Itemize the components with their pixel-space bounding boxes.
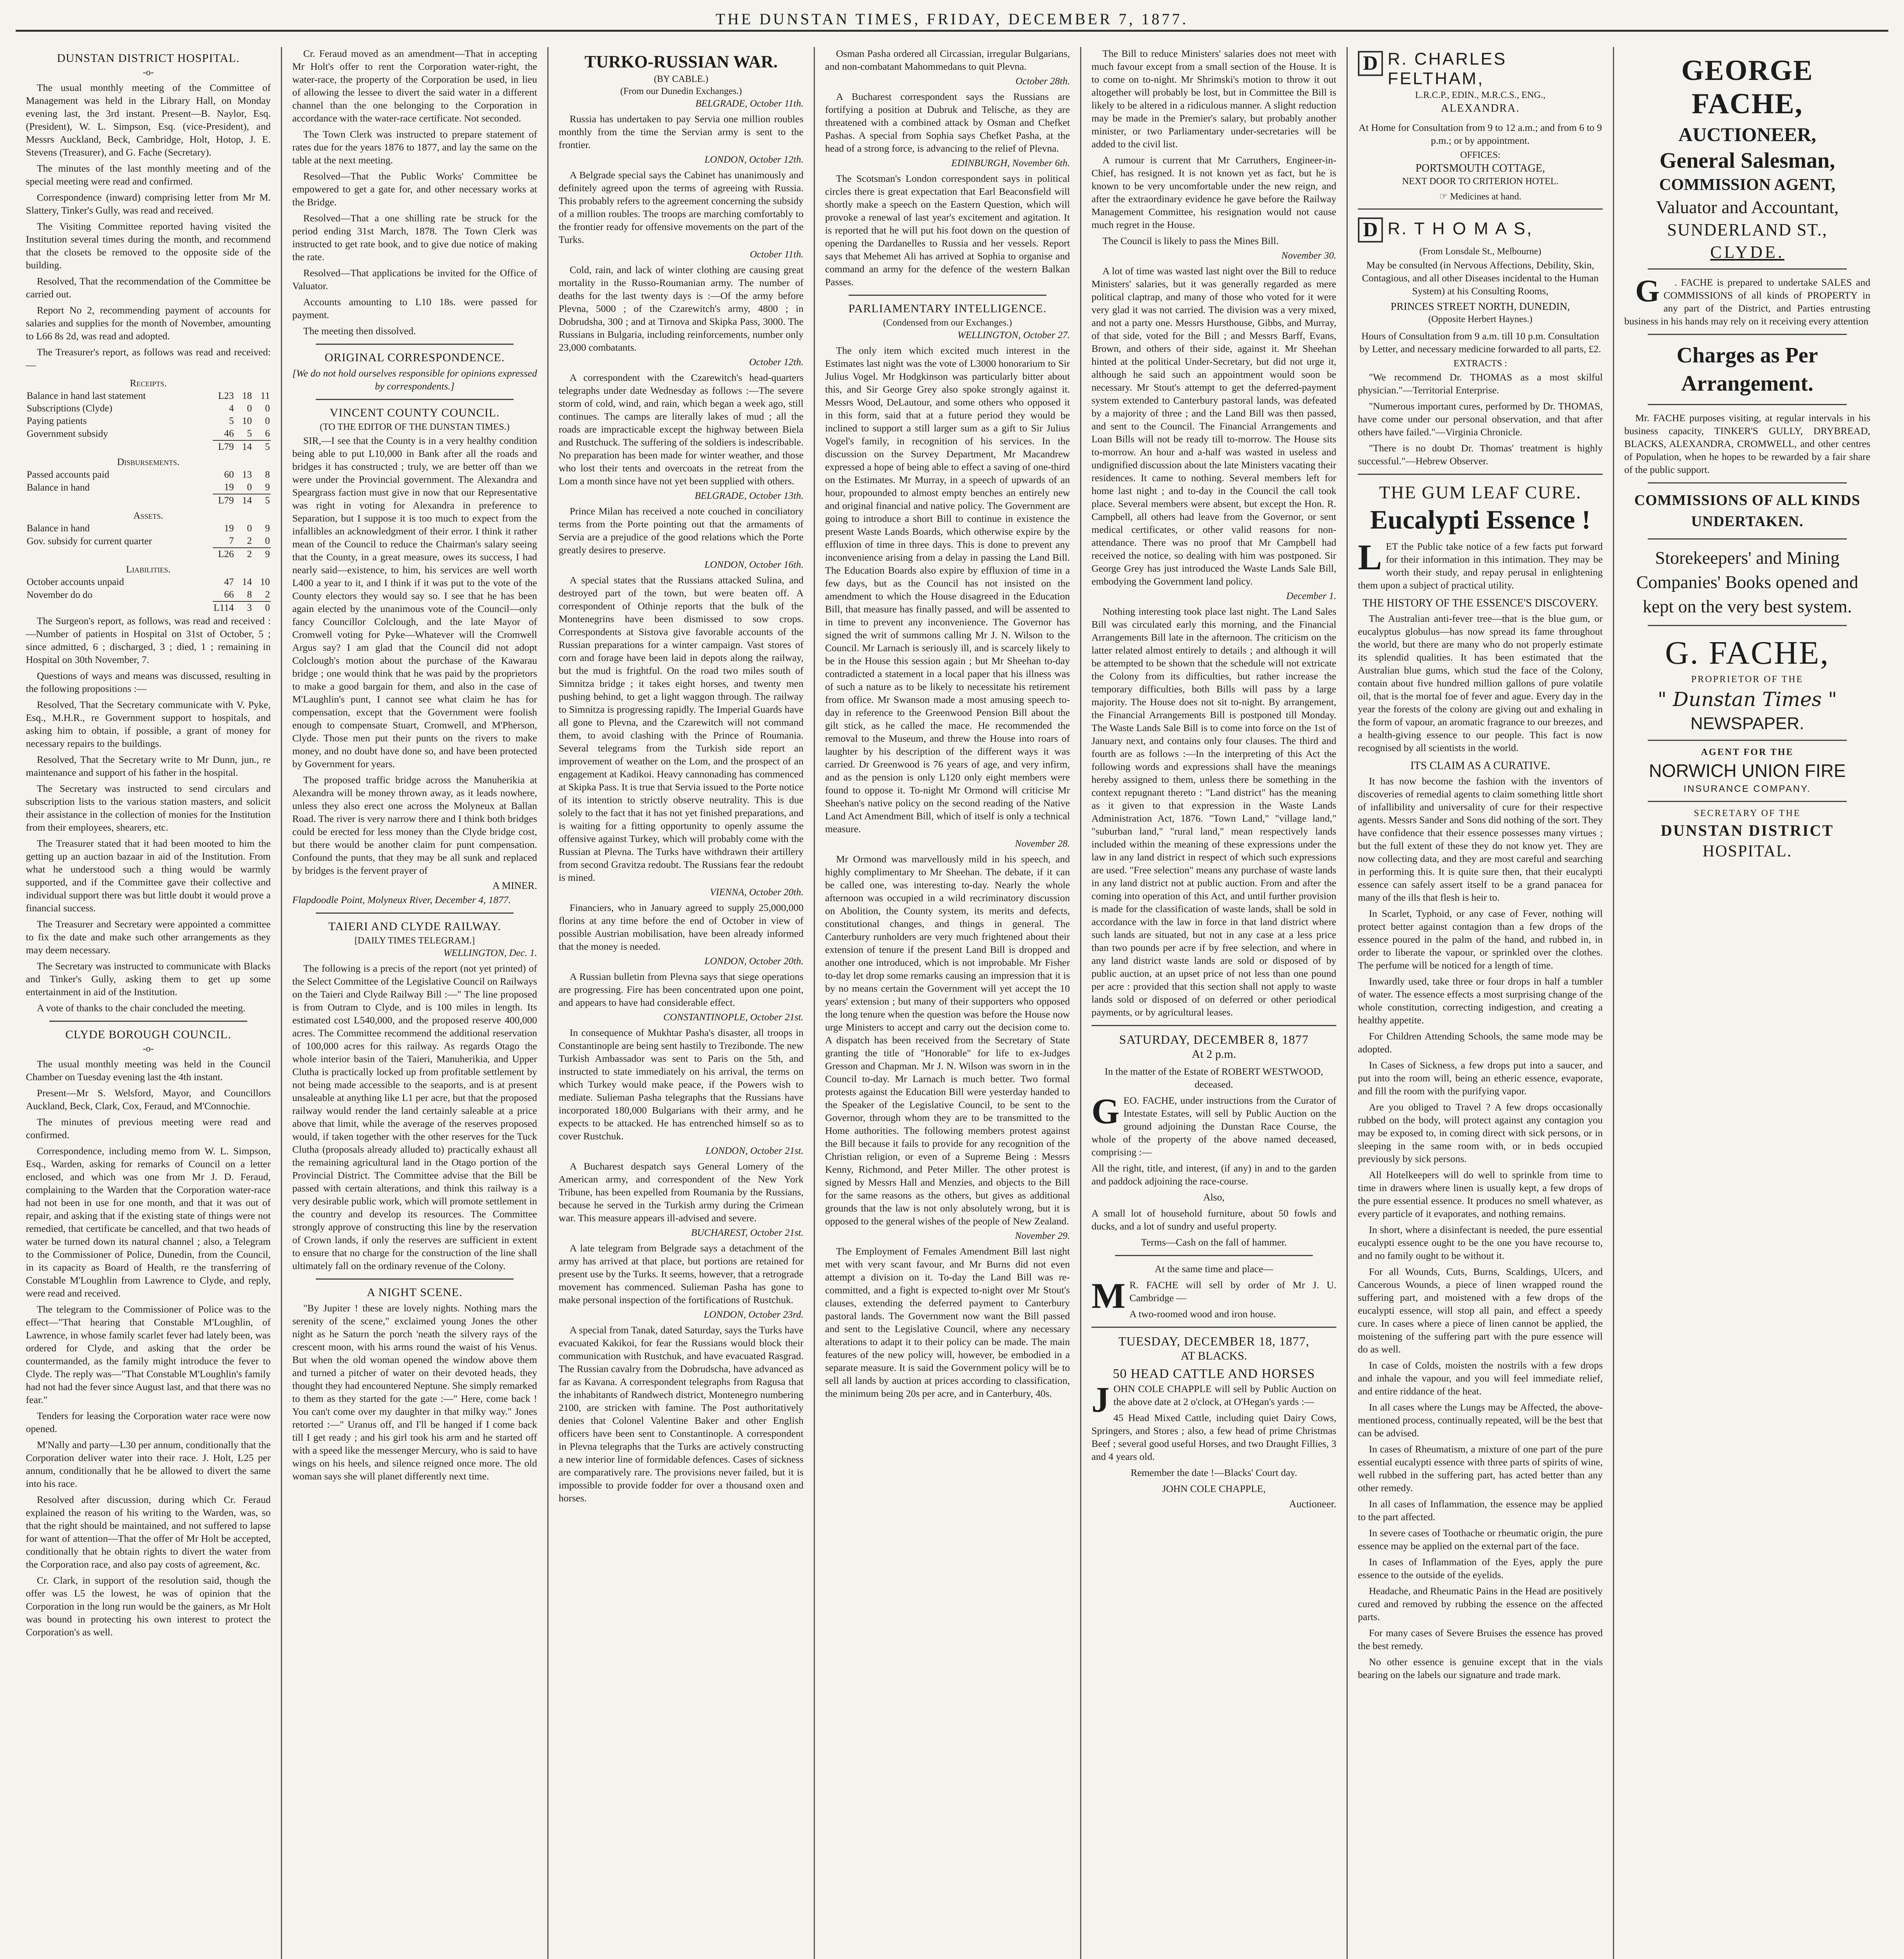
ledger-row: Gov. subsidy for current quarter 7 2 0 [27, 536, 270, 547]
fache-general: General Salesman, [1660, 148, 1835, 173]
fache-commissions: COMMISSIONS OF ALL KINDS UNDERTAKEN. [1634, 492, 1861, 530]
assets-caption: Assets. [133, 511, 163, 521]
dateline: LONDON, October 21st. [705, 1146, 804, 1156]
advert-dr-thomas [1358, 216, 1603, 467]
sale-estate: In the matter of the Estate of ROBERT WESTWOOD, deceased. [1104, 1066, 1323, 1090]
paragraph: The usual monthly meeting of the Committee of Management was held in the Library Hall, on Monday evening last, the 3rd instant. Present—B. Naylor, Esq. (President), W. L. Simpson, Esq. (vice-President), and Messrs Auckland, Beck, Cambridge, Holt, Hotop, J. E. Stevens (Treasurer), and G. Fache (Secretary). [26, 82, 271, 158]
gum-uses [1358, 907, 1603, 1681]
fache-newspaper: NEWSPAPER. [1690, 714, 1804, 733]
paragraph: No other essence is genuine except that in the vials bearing on the labels our signature and trade mark. [1358, 1656, 1603, 1680]
paragraph: Cr. Feraud moved as an amendment—That in accepting Mr Holt's offer to rent the Corporation water-right, the water-race, the property of the Corporation be used, in lieu of allowing the lessee to divert the said water in a different channel than the one belonging to the Corporation in accordance with the water-race certificate. Not seconded. [292, 48, 537, 124]
dateline: BELGRADE, October 13th. [695, 491, 804, 501]
dr-thomas-hours: Hours of Consultation from 9 a.m. till 10 p.m. Consultation by Letter, and necessary medicine forwarded to all parts, £2. [1359, 330, 1601, 355]
paragraph: The telegram to the Commissioner of Police was to the effect—"That hearing that Constable M'Loughlin, of Lawrence, in whose family scarlet fever had lately been, was ordered for Clyde, and asking that the order be countermanded, as the family might introduce the fever to Clyde. The reply was—"That Constable M'Loughlin's family had not had the fever since August last, and that there was no fear." [26, 1304, 271, 1405]
paragraph: The minutes of previous meeting were read and confirmed. [26, 1116, 271, 1141]
paragraph: The Council is likely to pass the Mines Bill. [1102, 235, 1279, 246]
paragraph: The minutes of the last monthly meeting and of the special meeting were read and confirmed. [26, 163, 271, 187]
paragraph: A lot of time was wasted last night over the Bill to reduce Ministers' salaries, but it was generally regarded as mere political claptrap, and many of those who voted for it were very glad it was not carried. The division was a very mixed, and not a party one. Messrs Hursthouse, Gibbs, and Murray, of that side, voted for the Bill ; and Messrs Barff, Evans, Brown, and others of their side, against it. Mr Sheehan hinted at the political Under-Secretary, but did not urge it, although he said such an appointment would soon be necessary. Mr Stout's attempt to get the deferred-payment system extended to Canterbury pastoral lands, was defeated by a majority of three ; and the Land Bill was then passed, and sent to the Council. The Financial Arrangements and Loan Bills will not be ready till to-morrow. The House sits to-morrow. An hour and a-half was wasted in useless and undignified discussion about the late Ministers vacating their residences. It came to nothing. Several members left for home last night ; and to-day in the Council the call took place. Several members were absent, but except the Hon. R. Campbell, all others had leave from the Governor, or sent medical certificates, or other valid reasons for non-attendance. There was no proof that Mr Campbell had received the notice, so dealing with him was postponed. Sir George Grey has just introduced the Waste Lands Sale Bill, embodying the Government land policy. [1091, 265, 1336, 587]
paragraph: Present—Mr S. Welsford, Mayor, and Councillors Auckland, Beck, Clark, Cox, Feraud, and M'Connochie. [26, 1087, 271, 1112]
borough-report-continued [292, 47, 537, 337]
paragraph: Resolved—That applications be invited for the Office of Valuator. [292, 267, 537, 291]
divider [1648, 625, 1847, 626]
fache-proprietor: PROPRIETOR OF THE [1691, 674, 1804, 684]
paragraph: SIR,—I see that the County is in a very healthy condition being able to put L10,000 in Bank after all the roads and bridges it has constructed ; truly, we are better off than we were under the Provincial government. The Alexandra and Speargrass faction must give in now that our Representative was right in voting for Alexandra in preference to Separation, but I suppose it is too much to expect from the infallibles an acknowledgment of their error. I think it rather mean of the Council to reduce the Chairman's salary seeing that the County, in a great measure, owes its success, I had nearly said—existence, to him, his services are well worth L400 a year to it, and I think if it was put to the vote of the County electors they would say so. I see that he has been again elected by the unanimous vote of the Council—only fancy Councillor Colclough, and the late Mayor of Cromwell voting for Pyke—Whatever will the Cromwell Argus say? I am glad that the Council did not adopt Colclough's motion about the purchase of the Kawarau bridge ; one would think that he was paid by the proprietors to make a good bargain for them, and also in the case of M'Laughlin's punt, I cannot see what claim he has for compensation, except that the Government were foolish enough to compensate Stuart, Cromwell, and M'Pherson, Clyde. Those men put their punts on the rivers to make money, and no doubt have done so, and have been protected by Government for years. [292, 435, 537, 769]
paragraph: Resolved—That the Public Works' Committee be empowered to get a gate for, and other necessary works at the Bridge. [292, 170, 537, 208]
fache-valuator: Valuator and Accountant, [1656, 197, 1839, 217]
fache-norwich: NORWICH UNION FIRE [1649, 760, 1846, 781]
paragraph: Inwardly used, take three or four drops in half a tumbler of water. The essence effects a most surprising change of the whole constitution, correcting indigestion, and creating a healthy appetite. [1358, 976, 1603, 1026]
fache-visit: Mr. FACHE purposes visiting, at regular intervals in his business capacity, TINKER'S GULLY, DRYBREAD, BLACKS, ALEXANDRA, CROMWELL, and other centres of Population, when he hopes to be rewarded by a fair share of the public support. [1624, 412, 1870, 475]
sale-time: At 2 p.m. [1191, 1048, 1236, 1061]
county-location: Flapdoodle Point, Molyneux River, December 4, 1877. [292, 894, 511, 905]
liab-total: L114 3 0 [26, 601, 271, 614]
sale2-headline: 50 HEAD CATTLE AND HORSES [1113, 1367, 1315, 1381]
divider [1091, 1025, 1336, 1026]
fache-charges: Charges as Per Arrangement. [1676, 343, 1818, 396]
paragraph: A Bucharest despatch says General Lomery of the American army, and correspondent of the New York Tribune, has been expelled from Roumania by the Russians, because he served in the Turkish army during the Crimean war. This measure appears ill-advised and severe. [559, 1161, 804, 1224]
paragraph: In severe cases of Toothache or rheumatic origin, the pure essence may be applied on the external part of the face. [1358, 1527, 1603, 1552]
ledger-row: Paying patients 5 10 0 [27, 416, 270, 426]
paragraph: The Employment of Females Amendment Bill last night met with very scant favour, and Mr Burns did not even attempt a division on it. To-day the Land Bill was re-committed, and a fight is expected to-night over Mr Stout's clauses, extending the deferred payment to Canterbury pastoral lands. The Government now want the Bill passed and sent to the Legislative Council, where any necessary alterations to adapt it to their policy can be made. The main features of the new policy will, however, be embodied in a separate measure. It is said the Government policy will be to sell all lands by auction at prices according to classification, the minimum being 20s per acre, and in Canterbury, 40s. [825, 1246, 1070, 1399]
dr-feltham-medicines: ☞ Medicines at hand. [1439, 192, 1522, 202]
paragraph: Report No 2, recommending payment of accounts for salaries and supplies for the month of November, amounting to L66 8s 2d, was read and adopted. [26, 304, 271, 342]
paragraph: Prince Milan has received a note couched in conciliatory terms from the Porte pointing out that the armaments of Servia are a prejudice of the good relations which the Porte greatly desires to preserve. [559, 505, 804, 556]
dr-feltham-quals: L.R.C.P., EDIN., M.R.C.S., ENG., [1415, 90, 1546, 100]
divider [1648, 538, 1847, 540]
fache-name: GEORGE FACHE, [1681, 54, 1814, 120]
paragraph: Resolved, That the Secretary write to Mr Dunn, jun., re maintenance and support of his father in the hospital. [26, 754, 271, 778]
war-dispatches-continued [825, 47, 1070, 73]
county-title: VINCENT COUNTY COUNCIL. [329, 406, 500, 419]
sale2-remember: Remember the date !—Blacks' Court day. [1131, 1467, 1297, 1478]
fache-commission: COMMISSION AGENT, [1659, 176, 1835, 194]
parliament-items-2 [1091, 250, 1336, 1019]
divider [49, 1021, 247, 1022]
sale2-signature-title: Auctioneer. [1289, 1498, 1336, 1510]
column-7 [1614, 47, 1880, 1959]
column-2 [282, 47, 548, 1959]
dr-thomas-extracts-caption: EXTRACTS : [1453, 358, 1507, 369]
paragraph: A special states that the Russians attacked Sulina, and destroyed part of the town, but were beaten off. A correspondent of Othinje reports that the bulk of the Montenegrins have been dismissed to sow crops. Correspondents at Sistova give favorable accounts of the Russian preparations for a winter campaign. Vast stores of corn and forage have been laid in depots along the railway, but the mud is frightful. On the road two miles south of Simnitza bridge ; it takes eight horses, and twenty men pushing behind, to get a light waggon through. The railway to Simnitza is progressing rapidly. The Imperial Guards have all gone to Plevna, and the Czarewitch will not command them, to avoid clashing with the Prince of Roumania. Several telegrams from the Turkish side report an improvement of weather on the Lom, and the prospect of an engagement at Kadikoi. Heavy cannonading has commenced at Skipka Pass. It is true that Servia issued to the Porte notice of its intention to strictly observe neutrality. This is due solely to the fact that it has not yet finished preparations, and is waiting for a fitting opportunity to openly assume the offensive against Turkey, which will probably come with the Russian at Plevna. The Turks have withdrawn their artillery from second Gravitza redoubt. The Russians fear the redoubt is mined. [559, 574, 804, 883]
county-signature: A MINER. [492, 880, 537, 891]
sale2-date: TUESDAY, DECEMBER 18, 1877, [1118, 1334, 1310, 1348]
paragraph: Resolved, That the Secretary communicate with V. Pyke, Esq., M.H.R., re Government support to hospitals, and asking him to obtain, if possible, a grant of money for necessary repairs to the buildings. [26, 699, 271, 749]
treasurer-report [26, 375, 271, 614]
dr-feltham-town: ALEXANDRA. [1441, 102, 1520, 114]
divider [1648, 404, 1847, 405]
dropcap: G [1091, 1091, 1120, 1131]
divider [1091, 1327, 1336, 1328]
dateline: LONDON, October 16th. [704, 559, 804, 570]
paragraph: The usual monthly meeting was held in the Council Chamber on Tuesday evening last the 4th instant. [26, 1058, 271, 1083]
ledger-row: Government subsidy 46 5 6 [27, 428, 270, 439]
paragraph: In Cases of Sickness, a few drops put into a saucer, and put into the room will, being an etheric essence, evaporate, and fill the room with the purifying vapor. [1358, 1059, 1603, 1097]
sale-advert-westwood [1091, 1032, 1336, 1320]
dateline: October 28th. [1015, 76, 1070, 87]
paragraph: Are you obliged to Travel ? A few drops occasionally rubbed on the body, will protect against any contagion you may be exposed to, in coming direct with sick persons, or in sleeping in the same room with, or in beds occupied previously by sick persons. [1358, 1101, 1603, 1164]
county-letter [292, 434, 537, 877]
paragraph: The Town Clerk was instructed to prepare statement of rates due for the years 1876 to 1877, and lay the same on the table at the next meeting. [292, 129, 537, 166]
dateline: October 12th. [749, 357, 804, 368]
paragraph: In case of Colds, moisten the nostrils with a few drops and inhale the vapour, and you will feel immediate relief, and entire riddance of the heat. [1358, 1360, 1603, 1397]
railway-dateline: WELLINGTON, Dec. 1. [443, 948, 537, 958]
paragraph: "Numerous important cures, performed by Dr. THOMAS, have come under our personal observation, and that after others have failed."—Virginia Chronicle. [1358, 400, 1603, 438]
paragraph: "We recommend Dr. THOMAS as a most skilful physician."—Territorial Enterprise. [1358, 371, 1603, 396]
divider [316, 1278, 514, 1280]
sale2-body: JOHN COLE CHAPPLE will sell by Public Auction on the above date at 2 o'clock, at O'Hegan's yards :— [1091, 1380, 1336, 1419]
sale-advert-blacks [1091, 1334, 1336, 1510]
parliament-subtitle: (Condensed from our Exchanges.) [883, 318, 1012, 328]
paragraph: The Treasurer's report, as follows was read and received:— [26, 346, 271, 371]
fache-hospital: HOSPITAL. [1702, 842, 1792, 860]
paragraph: Nothing interesting took place last night. The Land Sales Bill was circulated early this morning, and the Financial Arrangements Bill late in the afternoon. The criticism on the latter related almost entirely to details ; and although it will be attempted to be shown that the schedule will not extricate the Colony from its difficulties, but rather increase the temporary difficulties, both Bills will pass by a large majority. The House does not sit to-night. By arrangement, the Financial Arrangements Bill is postponed till Monday. The Waste Lands Sale Bill is to come into force on the 1st of January next, and contains only four clauses. The third and fourth are as follows :—In the interpreting of this Act the following words and expressions shall have the meanings hereby assigned to them, unless there be something in the context repugnant thereto : "Land district" has the meaning as it given to that expression in the Waste Lands Administration Act, 1876. "Town Land," "village land," "suburban land," "rural land," mean respectively lands included within the meaning of these expressions under the law in any land district in respect of which such expressions are used. "Free selection" means any purchase of waste lands in any land district not at public auction. From and after the coming into operation of this Act, and until further provision is made for the classification of waste lands, shall be sold in accordance with the law in force in that land district where such lands are situated, but not in any case at a less price than two pounds per acre if by free selection, and where in any land district waste lands are sold or disposed of by public auction, at an upset price of not less than one pound per acre : provided that this section shall not apply to waste lands sold or disposed of on deferred or other periodical payments, or by agricultural leases. [1091, 606, 1336, 1018]
paragraph: A rumour is current that Mr Carruthers, Engineer-in-Chief, has resigned. It is not known yet as fact, but he is known to be very uncomfortable under the new reign, and after the extraordinary evidence he gave before the Railway Management Committee, his resignation would not cause much regret in the House. [1091, 154, 1336, 230]
sale-also: Also, [1203, 1191, 1225, 1203]
paragraph: "By Jupiter ! these are lovely nights. Nothing mars the serenity of the scene," exclaimed young Jones the other night as he Saturn the porch 'neath the silvery rays of the crescent moon, with his arms round the waist of his Venus. But when the old woman opened the window above them and turned a pitcher of water on their devoted heads, they thought they had encountered Neptune. She simply remarked to them as they started for the gate :—" Here, come back ! You can't come over my daughter in that milky way." Jones retorted :—" Uranus off, and I'll be hanged if I come back till I get ready ; and his girl took his arm and he started off with a speed like the messenger Mercury, who is said to have wings on his heels, and silence reigned once more. The old woman says she will planet differently next time. [292, 1302, 537, 1482]
ledger-row: Balance in hand last statement L23 18 11 [27, 391, 270, 401]
ledger-row: Balance in hand 19 0 9 [27, 523, 270, 534]
gum-headline: Eucalypti Essence ! [1370, 505, 1591, 534]
column-6 [1348, 47, 1614, 1959]
dateline: December 1. [1286, 591, 1336, 601]
assets-total: L26 2 9 [26, 548, 271, 561]
pointing-hand-icon: ☞ [1439, 192, 1450, 202]
dr-thomas-name: R. T H O M A S, [1388, 219, 1533, 238]
divider [1648, 801, 1847, 802]
hospital-report-continued [26, 614, 271, 1014]
railway-subtitle: [DAILY TIMES TELEGRAM.] [354, 936, 475, 946]
fache-town: CLYDE. [1710, 243, 1785, 262]
divider [1358, 208, 1603, 210]
divider [316, 913, 514, 914]
column-5 [1081, 47, 1348, 1959]
dr-thomas-extracts [1358, 371, 1603, 467]
paragraph: Cold, rain, and lack of winter clothing are causing great mortality in the Russo-Roumanian army. The number of deaths for the last twenty days is :—Of the army before Plevna, 5000 ; of the Czarewitch's army, 4800 ; in Dobrudsha, 300 ; and at Tirnova and Skipka Pass, 3000. The Russians in Bulgaria, including reinforcements, number only 23,000 combatants. [559, 264, 804, 353]
dropcap: G [1635, 274, 1660, 308]
parliament-items [825, 330, 1070, 1400]
sale2-lot: 45 Head Mixed Cattle, including quiet Dairy Cows, Springers, and Stores ; also, a few head of prime Christmas Beef ; several good useful Horses, and two Draught Fillies, 3 and 4 years old. [1091, 1412, 1336, 1462]
divider [1648, 268, 1847, 270]
dr-thomas-address-2: (Opposite Herbert Haynes.) [1428, 314, 1533, 324]
dateline: LONDON, October 23rd. [704, 1309, 804, 1320]
divider [1648, 740, 1847, 741]
paragraph: Resolved, That the recommendation of the Committee be carried out. [26, 275, 271, 300]
paragraph: "There is no doubt Dr. Thomas' treatment is highly successful."—Hebrew Observer. [1358, 442, 1603, 467]
paragraph: In consequence of Mukhtar Pasha's disaster, all troops in Constantinople are being sent hastily to Trezibonde. The new Turkish Ambassador was sent to Paris on the 5th, and instructed to state immediately on his arrival, the terms on which Turkey would make peace, if the Powers wish to mediate. Sulieman Pasha telegraphs that the Russians have incorporated 180,000 Bulgarians with their army, and he expects to be attacked. He has entrenched himself so as to cover Rustchuk. [559, 1027, 804, 1142]
dr-thomas-from: (From Lonsdale St., Melbourne) [1419, 246, 1542, 257]
sale-terms: Terms—Cash on the fall of hammer. [1141, 1237, 1287, 1248]
war-subtitle: (BY CABLE.) [653, 74, 709, 84]
dr-feltham-offices: PORTSMOUTH COTTAGE, [1415, 162, 1545, 174]
gum-intro: LET the Public take notice of a few facts put forward for their information in this intimation. They may be worth their study, and repay perusal in enlightening them upon a subject of practical utility. [1358, 537, 1603, 591]
fache-dunstan-times: " Dunstan Times " [1658, 688, 1837, 711]
divider [849, 295, 1046, 296]
paragraph: Tenders for leasing the Corporation water race were now opened. [26, 1410, 271, 1434]
ledger-row: Balance in hand 19 0 9 [27, 482, 270, 493]
sale2-place: AT BLACKS. [1180, 1349, 1247, 1362]
paragraph: Resolved after discussion, during which Cr. Feraud explained the reason of his writing to the Warden, was, so that the right should be maintained, and not suffered to lapse for want of attention—That the offer of Mr Holt be accepted, conditionally that he obtain rights to divert the water from the Corporation race, and also pay costs of agreement, &c. [26, 1494, 271, 1570]
paragraph: In all cases where the Lungs may be Affected, the above-mentioned process, continually repeated, will be the best that can be advised. [1358, 1401, 1603, 1439]
gum-history: The Australian anti-fever tree—that is the blue gum, or eucalyptus globulus—has now spread its fame throughout the world, but there are many who do not properly estimate its splendid qualities. It has been estimated that the Australian blue gums, which stud the face of the Colony, contain about five hundred million gallons of pure volatile oil, that is the mortal foe of fever and ague. Every day in the year the forests of the colony are giving out and exhaling in the form of vapour, an aromatic fragrance to our breezes, and a health-giving essence to our people. This fact is now recognised by all scientists in the world. [1358, 613, 1603, 753]
divider [316, 399, 514, 400]
sale2-signature: JOHN COLE CHAPPLE, [1162, 1483, 1266, 1494]
paragraph: For Children Attending Schools, the same mode may be adopted. [1358, 1030, 1603, 1055]
paragraph: Mr Ormond was marvellously mild in his speech, and highly complimentary to Mr Sheehan. The debate, if it can be called one, was interesting to-day. Nearly the whole afternoon was occupied in a wild recriminatory discussion on Abolition, the County system, its merits and defects, constitutional changes, and things in general. The Canterbury runholders are very much frightened about their extension of tenure if the present Land Bill is dropped and another one introduced, which is not improbable. Mr Fisher to-day let drop some remarks causing an impression that it is by no means certain the Government will yet accept the 10 years' extension ; but many of their supporters who opposed the long tenure when the question was before the House now urge Ministers to accept and carry out the decision come to. A dispatch has been received from the Secretary of State granting the title of "Honorable" for life to ex-Judges Gresson and Chapman. Mr J. N. Wilson was sworn in in the Council to-day. Mr Larnach is much better. Two formal protests against the Education Bill were yesterday handed to the Speaker of the Legislative Council, to be sent to the Governor, through whom they are to be transmitted to the Home authorities. The following members protest against the Bill because it fails to provide for any recognition of the Christian religion, or even of a Supreme Being : Messrs Kenny, Richmond, and Peter Miller. The other protest is signed by Messrs Hall and Menzies, and objects to the Bill for the same reasons as the others, but gives as additional grounds that the law is not only absolutely wrong, but it is opposed to the general wishes of the people of New Zealand. [825, 853, 1070, 1227]
paragraph: A correspondent with the Czarewitch's head-quarters telegraphs under date Wednesday as follows :—The severe storm of cold, wind, and rain, which began a week ago, still continues. The camps are literally lakes of mud ; all the roads are impracticable except the highway between Biela and Rustchuck. The suffering of the soldiers is indescribable. No preparation has been made for winter weather, and those who lost their tents and overcoats in the retreat from the Lom a month since have not yet been supplied with others. [559, 372, 804, 487]
dropcap: J [1091, 1380, 1109, 1419]
dr-initial: D [1358, 217, 1383, 243]
sale-body: GEO. FACHE, under instructions from the Curator of Intestate Estates, will sell by Public Auction on the ground adjoining the Dunstan Race Course, the whole of the property of the above named deceased, comprising :— [1091, 1091, 1336, 1158]
paragraph: The meeting then dissolved. [303, 325, 416, 337]
divider [1648, 482, 1847, 483]
paragraph: Headache, and Rheumatic Pains in the Head are positively cured and removed by rubbing the essence on the affected parts. [1358, 1585, 1603, 1622]
disbursements-caption: Disbursements. [117, 457, 180, 467]
war-title: TURKO-RUSSIAN WAR. [584, 52, 778, 71]
paragraph: The Treasurer stated that it had been mooted to him the getting up an auction bazaar in aid of the Institution. From what he understood such a thing would be warmly supported, and if the Committee gave their collective and individual support there was but little doubt it would prove a financial success. [26, 838, 271, 914]
paragraph: A Bucharest correspondent says the Russians are fortifying a position at Dubruk and Telische, as they are threatened with a combined attack by Osman and Chefket Pashas. A special from Sophia says Chefket Pasha, at the head of a strong force, is advancing to the relief of Plevna. [825, 91, 1070, 154]
separator: -o- [143, 1044, 154, 1054]
receipts-caption: Receipts. [130, 378, 167, 389]
paragraph: In cases of Inflammation of the Eyes, apply the pure essence to the outside of the eyelids. [1358, 1556, 1603, 1581]
fache-street: SUNDERLAND ST., [1667, 220, 1828, 239]
borough-title: CLYDE BOROUGH COUNCIL. [65, 1028, 232, 1041]
dateline: VIENNA, October 20th. [710, 887, 804, 898]
liabilities-caption: Liabilities. [126, 564, 171, 575]
column-3 [548, 47, 815, 1959]
ledger-row: October accounts unpaid 47 14 10 [27, 577, 270, 587]
paragraph: The proposed traffic bridge across the Manuherikia at Alexandra will be money thrown away, as it leads nowhere, unless they also erect one across the Molyneux at Ballan Road. The river is very narrow there and I think both bridges could be erected for less money than the Clyde bridge cost, but there would be another claim for punt compensation. Confound the punts, that they may be all sunk and replaced by bridges is the fervent prayer of [292, 774, 537, 876]
divider [1648, 334, 1847, 335]
paragraph: In short, where a disinfectant is needed, the pure essential eucalypti essence ought to be the one you have recourse to, and no family ought to be without it. [1358, 1224, 1603, 1261]
column-1 [16, 47, 282, 1959]
parliament-continued [1091, 47, 1336, 247]
dateline: EDINBURGH, November 6th. [951, 158, 1070, 168]
dateline: WELLINGTON, October 27. [957, 330, 1070, 340]
divider [316, 344, 514, 345]
dateline: BELGRADE, October 11th. [695, 98, 804, 109]
dr-initial: D [1358, 51, 1383, 76]
paragraph: The Bill to reduce Ministers' salaries does not meet with much favour except from a small section of the House. It is to come on to-night. Mr Shrimski's motion to throw it out altogether will probably be lost, but in Committee the Bill is likely to be altered in a ridiculous manner. A slight reduction may be made in the Premier's salary, but probably another minister, or two Parliamentary under-secretaries will be added to the civil list. [1091, 48, 1336, 150]
paragraph: M'Nally and party—L30 per annum, conditionally that the Corporation deliver water into their race. J. Holt, L25 per annum, conditionally that he be allowed to divert the same into his race. [26, 1439, 271, 1489]
paragraph: The Secretary was instructed to communicate with Blacks and Tinker's Gully, asking them to get up some entertainment in aid of the Institution. [26, 960, 271, 998]
paragraph: The Scotsman's London correspondent says in political circles there is great expectation that Earl Beaconsfield will shortly make a speech on the Eastern Question, which will provoke a renewal of last year's excitement and agitation. It is reported that he will put his foot down on the question of opening the Dardanelles to Russia and her vessels. Report says that Mehemet Ali has arrived at Sophia to organise and command an army for the defence of the western Balkan Passes. [825, 173, 1070, 288]
gum-claim-title: ITS CLAIM AS A CURATIVE. [1410, 760, 1551, 772]
war-dispatches [559, 98, 804, 1505]
sale-lot-3: A two-roomed wood and iron house. [1129, 1308, 1276, 1320]
paragraph: The Secretary was instructed to send circulars and subscription lists to the various station masters, and solicit their assistance in the collection of monies for the Institution from their employees, shearers, etc. [26, 783, 271, 833]
correspondence-title: ORIGINAL CORRESPONDENCE. [324, 351, 505, 364]
sale-lot-1: All the right, title, and interest, (if any) in and to the garden and paddock adjoining the race-course. [1091, 1162, 1336, 1187]
paragraph: All Hotelkeepers will do well to sprinkle from time to time in drawers where linen is usually kept, a few drops of the pure essential essence. It produces no smell whatever, as every particle of it evaporates, and nothing remains. [1358, 1169, 1603, 1219]
fache-storekeepers: Storekeepers' and Mining Companies' Books opened and kept on the very best system. [1636, 548, 1859, 616]
paragraph: In cases of Rheumatism, a mixture of one part of the pure essential eucalypti essence with three parts of spirits of wine, well rubbed in the suffering part, has acted better than any other remedy. [1358, 1443, 1603, 1494]
borough-report [26, 1057, 271, 1639]
fache-district: DUNSTAN DISTRICT [1661, 822, 1834, 839]
advert-dr-feltham [1358, 49, 1603, 202]
gum-claim: It has now become the fashion with the inventors of discoveries of remedial agents to claim something little short of infallibility and universality of cure for their respective agents. Messrs Sander and Sons did nothing of the sort. They have confidence that their essence possesses many virtues ; but the full extent of these they do not know yet. They are now collecting data, and they are most careful and searching in performing this. It is quite sure then, that their eucalypti essence can safely assert itself to be a grand panacea for many of the ills that flesh is heir to. [1358, 775, 1603, 903]
separator: -o- [143, 67, 154, 78]
paragraph: A Belgrade special says the Cabinet has unanimously and definitely agreed upon the terms of agreeing with Russia. This probably refers to the agreement concerning the subsidy of a million roubles. The troops are marching comfortably to the frontier ready for offensive movements on the part of the Turks. [559, 169, 804, 245]
fache-prepared: G . FACHE is prepared to undertake SALES and COMMISSIONS of all kinds of PROPERTY in any part of the District, and Parties entrusting business in his hands may rely on it receiving every attention [1624, 274, 1870, 327]
sale-body-2: M R. FACHE will sell by order of Mr J. U. Cambridge — [1091, 1276, 1336, 1316]
page-masthead: THE DUNSTAN TIMES, FRIDAY, DECEMBER 7, 1877. [16, 8, 1888, 32]
railway-title: TAIERI AND CLYDE RAILWAY. [328, 920, 501, 933]
paragraph: Correspondence, including memo from W. L. Simpson, Esq., Warden, asking for remarks of Council on a letter enclosed, and which was one from Mr J. D. Feraud, complaining to the Warden that the Corporation water-race had not been in use for one month, and that it was out of repair, and asking that if the existing state of things were not remedied, that certificate be cancelled, and that two heads of water be turned down its natural channel ; also, a Telegram to the Commissioner of Police, Dunedin, from the Council, in its capacity as Board of Health, re the transferring of Constable M'Loughlin from Lawrence to Clyde, and reply, were read and received. [26, 1145, 271, 1299]
dateline: October 11th. [749, 249, 804, 260]
paragraph: The Surgeon's report, as follows, was read and received :—Number of patients in Hospital on 31st of October, 5 ; since admitted, 6 ; discharged, 3 ; died, 1 ; remaining in Hospital on 30th November, 7. [26, 615, 271, 665]
paragraph: Correspondence (inward) comprising letter from Mr M. Slattery, Tinker's Gully, was read and received. [26, 192, 271, 216]
fache-g-name: G. FACHE, [1665, 635, 1830, 671]
war-dispatches-2 [825, 76, 1070, 288]
dateline: LONDON, October 12th. [704, 154, 804, 165]
paragraph: Financiers, who in January agreed to supply 25,000,000 florins at any time before the end of October in view of possible Austrian mobilisation, have been already informed that the money is needed. [559, 902, 804, 952]
paragraph: Questions of ways and means was discussed, resulting in the following propositions :— [26, 670, 271, 694]
paragraph: For all Wounds, Cuts, Burns, Scaldings, Ulcers, and Cancerous Wounds, a piece of linen wrapped round the suffering part, and moistened with a few drops of the eucalypti essence, will stop all pain, and effect a speedy cure. In cases where a piece of linen cannot be applied, the moistening of the suffering part with the pure essence will do as well. [1358, 1266, 1603, 1355]
paragraph: A late telegram from Belgrade says a detachment of the army has arrived at that place, but portions are retained for present use by the Turks. It seems, however, that a retrograde movement has commenced. Sulieman Pasha has gone to make personal inspection of the fortifications of Rustchuk. [559, 1242, 804, 1305]
divider [1358, 474, 1603, 475]
gum-title: THE GUM LEAF CURE. [1379, 482, 1582, 502]
paragraph: The Treasurer and Secretary were appointed a committee to fix the date and make such other arrangements as they may deem necessary. [26, 918, 271, 956]
paragraph: A Russian bulletin from Plevna says that siege operations are progressing. Fire has been concentrated upon one point, and appears to have had considerable effect. [559, 971, 804, 1008]
gum-history-title: THE HISTORY OF THE ESSENCE'S DISCOVERY. [1362, 597, 1598, 609]
dateline: CONSTANTINOPLE, October 21st. [663, 1012, 804, 1023]
railway-report [292, 962, 537, 1272]
county-to: (TO THE EDITOR OF THE DUNSTAN TIMES.) [320, 422, 510, 432]
dropcap: M [1091, 1276, 1126, 1316]
fache-agent: AGENT FOR THE [1701, 747, 1794, 757]
ledger-row: Subscriptions (Clyde) 4 0 0 [27, 403, 270, 414]
fache-insurance: INSURANCE COMPANY. [1683, 784, 1811, 794]
receipts-total: L79 14 5 [26, 440, 271, 453]
dr-feltham-offices-caption: OFFICES: [1460, 150, 1500, 160]
fache-auctioneer: AUCTIONEER, [1678, 123, 1816, 145]
dr-thomas-address: PRINCES STREET NORTH, DUNEDIN, [1390, 301, 1570, 312]
hospital-title: DUNSTAN DISTRICT HOSPITAL. [57, 52, 240, 65]
dateline: LONDON, October 20th. [704, 956, 804, 967]
fache-secretary: SECRETARY OF THE [1694, 808, 1801, 818]
paragraph: Cr. Clark, in support of the resolution said, though the offer was L5 the lowest, he was of opinion that the Corporation in the long run would be the gainers, as Mr Holt was bound in protecting his own interest to protect the Corporation's as well. [26, 1575, 271, 1638]
night-scene-text [292, 1302, 537, 1483]
dr-thomas-body: May be consulted (in Nervous Affections, Debility, Skin, Contagious, and all other Diseases incidental to the Human System) at his Consulting Rooms, [1362, 259, 1599, 297]
paragraph: Resolved—That a one shilling rate be struck for the period ending 31st March, 1878. The Town Clerk was instructed to get rate book, and to give due notice of making the rate. [292, 212, 537, 263]
paragraph: Osman Pasha ordered all Circassian, irregular Bulgarians, and non-combatant Mahommedans to quit Plevna. [825, 48, 1070, 72]
paragraph: The only item which excited much interest in the Estimates last night was the vote of L3000 honorarium to Sir Julius Vogel. Mr Hodgkinson was particularly bitter about this, and Sir George Grey also spoke strongly against it. Messrs Wood, DeLautour, and some others who opposed it in this form, said that at a future period they would be inclined to support a still larger sum as a gift to Sir Julius Vogel's family, in recognition of his services. In the discussion on the Survey Department, Mr Macandrew expressed a hope of being able to effect a saving of one-third on the Estimates. Mr Murray, in a speech of upwards of an hour, propounded to almost empty benches an entirely new and original financial and native policy. The Government are going to introduce a short Bill to continue in existence the present Waste Lands Boards, which otherwise expire by the effluxion of time in three days. This is done to prevent any inconvenience arising from a delay in passing the Land Bill. The Education Boards also expire by effluxion of time in a few days, but as the Council has not insisted on the amendment to which the House disagreed in the Education Bill, that measure has finally passed, and will be assented to in time to prevent any inconvenience. The Governor has signed the writ of summons calling Mr J. N. Wilson to the Council. Mr Larnach is seriously ill, and is scarcely likely to be in the House this session again ; but Mr Sheehan to-day contradicted a statement in a local paper that his illness was of such a nature as to be likely to necessitate his retirement from office. Mr Swanson made a most amusing speech to-day in reference to the Greenwood Pension Bill about the gilt stick, as he called the mace. He recommended the removal to the Museum, and threw the House into roars of laughter by his description of the different ways it was carried. Dr Greenwood is 76 years of age, and very infirm, and as the pension is only L120 only eight members were found to oppose it. To-night Mr Ormond will criticise Mr Sheehan's native policy on the second reading of the Native Land Act Amendment Bill, which of itself is only a technical measure. [825, 345, 1070, 835]
paragraph: In all cases of Inflammation, the essence may be applied to the part affected. [1358, 1498, 1603, 1523]
parliament-title: PARLIAMENTARY INTELLIGENCE. [848, 302, 1047, 315]
night-scene-title: A NIGHT SCENE. [367, 1286, 463, 1299]
dropcap: L [1358, 537, 1382, 577]
column-4 [815, 47, 1081, 1959]
paragraph: The Visiting Committee reported having visited the Institution several times during the month, and recommend that the closets be removed to the opposite side of the building. [26, 221, 271, 271]
paragraph: Russia has undertaken to pay Servia one million roubles monthly from the time the Servian army is sent to the frontier. [559, 113, 804, 150]
dateline: BUCHAREST, October 21st. [691, 1228, 804, 1238]
paragraph: In Scarlet, Typhoid, or any case of Fever, nothing will protect better against contagion than a few drops of the essence poured in the palm of the hand, and rubbed in, in order to liberate the vapour, or sprinkled over the clothes. The perfume will be noticed for a length of time. [1358, 908, 1603, 971]
dr-feltham-hours: At Home for Consultation from 9 to 12 a.m.; and from 6 to 9 p.m.; or by appointment. [1358, 122, 1602, 146]
war-source: (From our Dunedin Exchanges.) [620, 86, 742, 96]
disb-total: L79 14 5 [26, 494, 271, 507]
columns [16, 47, 1888, 1959]
dateline: November 28. [1015, 838, 1070, 849]
dr-feltham-name: R. CHARLES FELTHAM, [1388, 49, 1507, 88]
paragraph: Accounts amounting to L10 18s. were passed for payment. [292, 296, 537, 320]
dr-feltham-offices-2: NEXT DOOR TO CRITERION HOTEL. [1402, 176, 1559, 186]
advert-gum-leaf-cure [1358, 482, 1603, 1681]
divider [1115, 1255, 1313, 1256]
sale-date: SATURDAY, DECEMBER 8, 1877 [1119, 1032, 1309, 1046]
dateline: November 29. [1015, 1231, 1070, 1241]
sale-same-time: At the same time and place— [1155, 1263, 1273, 1275]
paragraph: A vote of thanks to the chair concluded the meeting. [37, 1002, 246, 1014]
ledger-row: November do do 66 8 2 [27, 589, 270, 600]
sale-lot-2: A small lot of household furniture, about 50 fowls and ducks, and a lot of sundry and useful property. [1091, 1208, 1336, 1232]
dateline: November 30. [1281, 250, 1336, 261]
paragraph: For many cases of Severe Bruises the essence has proved the best remedy. [1358, 1627, 1603, 1651]
paragraph: A special from Tanak, dated Saturday, says the Turks have evacuated Kakikoi, for fear the Russians would block their communication with Rustchuk, and have evacuated Rasgrad. The Russian cavalry from the Dobrudscha, have advanced as far as Kavana. A correspondent telegraphs from Ragusa that the inhabitants of Randwech district, Montenegro numbering 2100, are stricken with famine. The Post authoritatively denies that Colonel Valentine Baker and other English officers have been sent to Constantinople. A correspondent in Plevna telegraphs that the Turks are actively constructing a new interior line of formidable defences. Cases of sickness are comparatively rare. The provisions never failed, but it is impossible to provide fodder for over a thousand oxen and horses. [559, 1324, 804, 1504]
paragraph: The following is a precis of the report (not yet printed) of the Select Committee of the Legislative Council on Railways on the Taieri and Clyde Railway Bill :—" The line proposed is from Outram to Clyde, and is 100 miles in length. Its estimated cost L540,000, and the proposed reserve 400,000 acres. The Committee recommend the additional reservation of 100,000 acres for this railway. As regards Otago the whole interior basin of the Taieri, Manuherikia, and Upper Clutha is practically locked up from profitable settlement by not being made accessible to the seaports, and is at present unsaleable at anything like L1 per acre, but that the proposed railway would render the land certainly saleable at a price above that limit, while the average of the reserves proposed would, if taken together with the other reserves for the Tuck Clutha (proposals already alluded to) practically exhaust all the remaining agricultural land in the Otago portion of the Provincial District. The Committee advise that the Bill be passed with certain alterations, and think this railway is a very desirable public work, which will promote settlement in the country and develop its resources. The Committee strongly approve of constructing this line by the reservation of Crown lands, if only the reserves are sufficient in extent to ensure that no charge for the construction of the line shall ultimately fall on the ordinary revenue of the Colony. [292, 963, 537, 1271]
hospital-report [26, 81, 271, 371]
ledger-row: Passed accounts paid 60 13 8 [27, 469, 270, 480]
correspondence-note: [We do not hold ourselves responsible for opinions expressed by correspondents.] [292, 368, 537, 392]
